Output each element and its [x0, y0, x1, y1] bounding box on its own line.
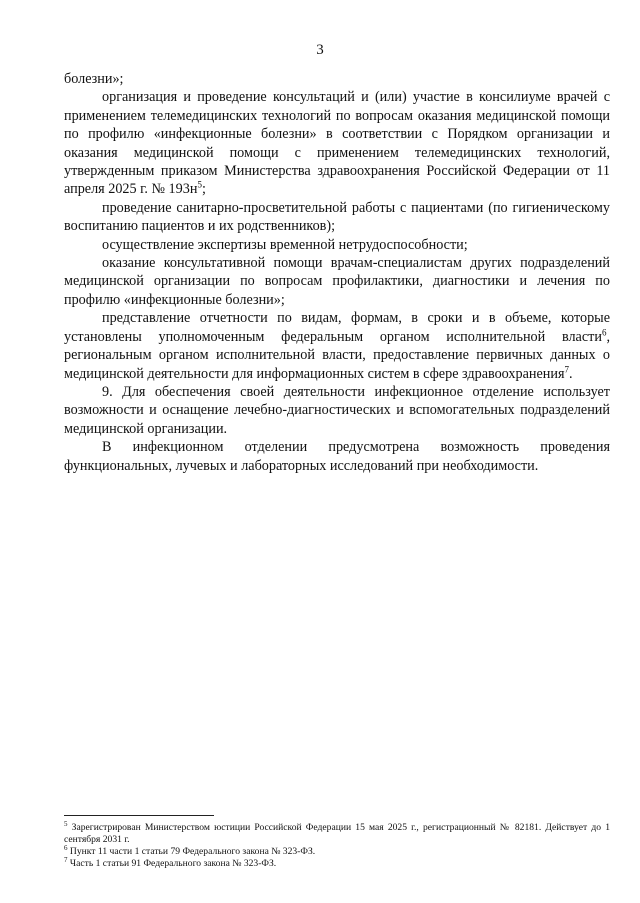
paragraph-8: В инфекционном отделении предусмотрена возможность проведения функциональных, лучевых и лабораторных исследований при необходимости.	[64, 439, 610, 474]
paragraph-1: болезни»;	[64, 71, 124, 87]
footnote-ref-6: 6	[601, 326, 607, 337]
paragraph-7: 9. Для обеспечения своей деятельности инфекционное отделение использует возможности и оснащение лечебно-диагностических и вспомогательных подразделений медицинской организации.	[64, 383, 610, 437]
paragraph-2: организация и проведение консультаций и (или) участие в консилиуме врачей с применением телемедицинских технологий по вопросам оказания медицинской помощи по профилю «инфекционные болезни» в соответствии с Порядком организации и оказания медицинской помощи с применением телемедицинских технологий, утвержденным приказом Министерства здравоохранения Российской Федерации от 11 апреля 2025 г. № $193н^5$;	[64, 89, 610, 198]
footnote-separator	[64, 815, 214, 816]
footnote-ref-7: 7	[564, 363, 570, 374]
footnote-ref-5: 5	[197, 179, 202, 190]
paragraph-6: представление отчетности по видам, формам, в сроки и в объеме, которые установлены уполномоченным федеральным органом исполнительной власти$^6$, региональным органом исполнительной власти, предоставление первичных данных о медицинской деятельности для информационных систем в сфере здравоохранения$^7$.	[64, 310, 610, 382]
footnote-6: $^6$ Пункт 11 части 1 статьи 79 Федерального закона № 323-ФЗ.	[64, 843, 316, 857]
footnotes	[64, 819, 610, 870]
page-number: 3	[316, 42, 324, 58]
paragraph-4: осуществление экспертизы временной нетрудоспособности;	[102, 236, 468, 253]
document-body	[64, 70, 610, 475]
paragraph-5: оказание консультативной помощи врачам-специалистам других подразделений медицинской организации по вопросам профилактики, диагностики и лечения по профилю «инфекционные болезни»;	[64, 255, 610, 308]
footnote-5: $^5$ Зарегистрирован Министерством юстиции Российской Федерации 15 мая 2025 г., регистрационный № 82181. Действует до 1 сентября 2031 г.	[64, 819, 610, 845]
paragraph-3: проведение санитарно-просветительной работы с пациентами (по гигиеническому воспитанию пациентов и их родственников);	[64, 199, 610, 235]
footnote-7: $^7$ Часть 1 статьи 91 Федерального закона № 323-ФЗ.	[64, 855, 277, 869]
